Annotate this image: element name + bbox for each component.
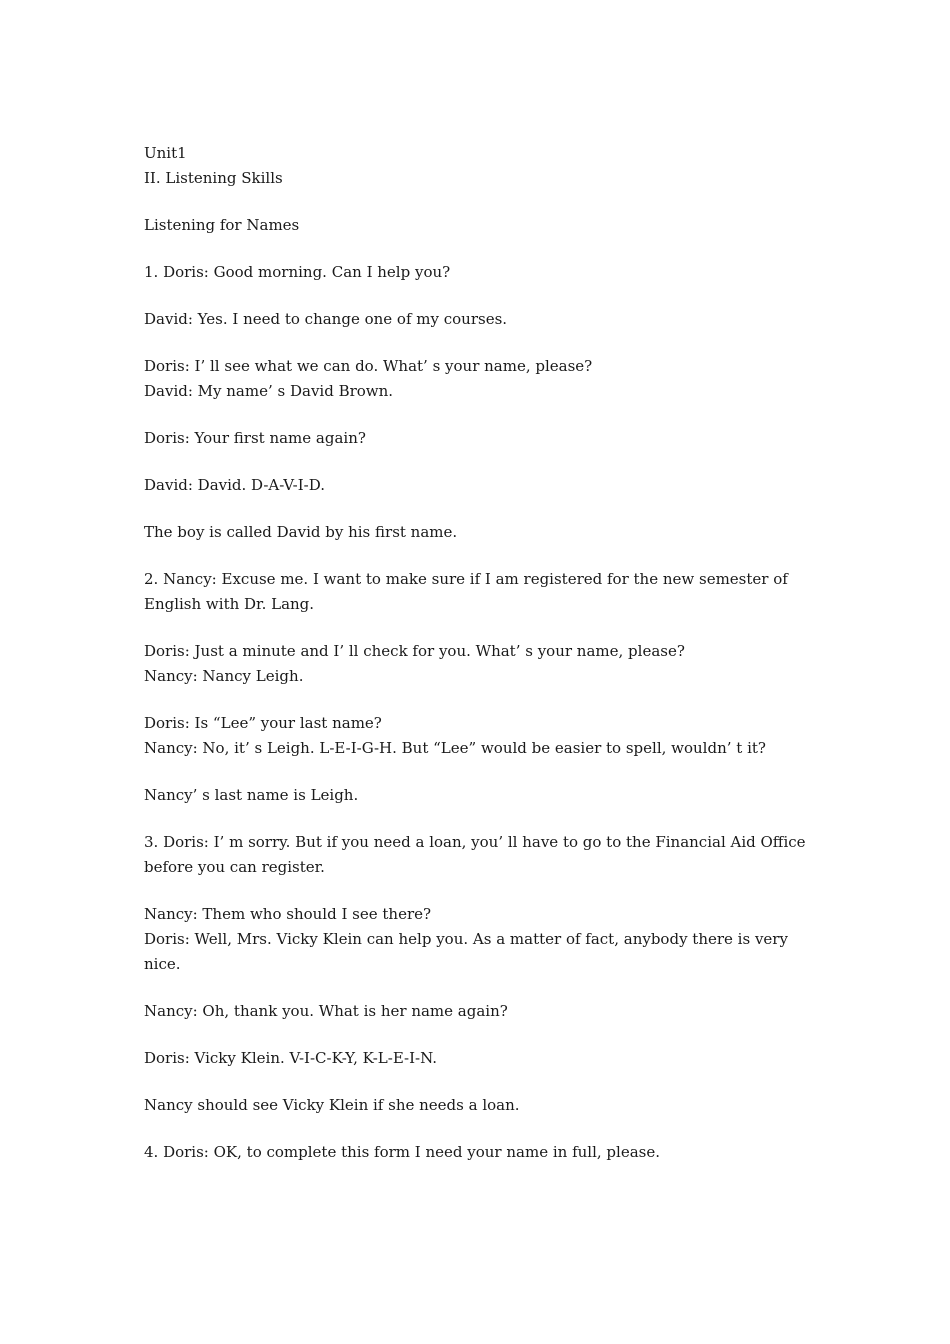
transcript-line: Nancy: Oh, thank you. What is her name again? [144, 1002, 508, 1020]
paragraph-gap [144, 285, 812, 307]
transcript-line: David: David. D-A-V-I-D. [144, 476, 326, 494]
document-body [144, 141, 812, 1165]
transcript-line: Doris: Vicky Klein. V-I-C-K-Y, K-L-E-I-N. [144, 1049, 438, 1067]
section-heading: II. Listening Skills [144, 169, 283, 187]
unit-heading: Unit1 [144, 144, 187, 162]
paragraph-gap [144, 498, 812, 520]
transcript-line: 1. Doris: Good morning. Can I help you? [144, 263, 451, 281]
transcript-line: Doris: Is “Lee” your last name? [144, 714, 382, 732]
transcript-line: 2. Nancy: Excuse me. I want to make sure if I am registered for the new semester of English with Dr. Lang. [144, 570, 793, 613]
paragraph-gap [144, 1024, 812, 1046]
subsection-heading: Listening for Names [144, 216, 300, 234]
transcript-line: Nancy: No, it’ s Leigh. L-E-I-G-H. But “Lee” would be easier to spell, wouldn’ t it? [144, 739, 766, 757]
transcript-line: 4. Doris: OK, to complete this form I need your name in full, please. [144, 1143, 660, 1161]
transcript-line: 3. Doris: I’ m sorry. But if you need a loan, you’ ll have to go to the Financial Aid Office before you can register. [144, 833, 811, 876]
paragraph-gap [144, 332, 812, 354]
paragraph-gap [144, 977, 812, 999]
paragraph-gap [144, 880, 812, 902]
transcript-line: David: My name’ s David Brown. [144, 382, 394, 400]
paragraph-gap [144, 191, 812, 213]
transcript-line: David: Yes. I need to change one of my courses. [144, 310, 508, 328]
transcript-line: Doris: Just a minute and I’ ll check for you. What’ s your name, please? [144, 642, 685, 660]
paragraph-gap [144, 545, 812, 567]
transcript-line: Doris: Well, Mrs. Vicky Klein can help you. As a matter of fact, anybody there is very nice. [144, 930, 793, 973]
transcript-line: Nancy should see Vicky Klein if she needs a loan. [144, 1096, 520, 1114]
transcript-line: The boy is called David by his first name. [144, 523, 458, 541]
paragraph-gap [144, 808, 812, 830]
paragraph-gap [144, 451, 812, 473]
paragraph-gap [144, 1071, 812, 1093]
paragraph-gap [144, 689, 812, 711]
paragraph-gap [144, 761, 812, 783]
transcript-line: Doris: I’ ll see what we can do. What’ s your name, please? [144, 357, 593, 375]
dialogue-transcript [144, 238, 812, 1165]
transcript-line: Nancy: Nancy Leigh. [144, 667, 304, 685]
transcript-line: Doris: Your first name again? [144, 429, 366, 447]
paragraph-gap [144, 617, 812, 639]
transcript-line: Nancy: Them who should I see there? [144, 905, 432, 923]
transcript-line: Nancy’ s last name is Leigh. [144, 786, 359, 804]
paragraph-gap [144, 1118, 812, 1140]
paragraph-gap [144, 238, 812, 260]
paragraph-gap [144, 404, 812, 426]
